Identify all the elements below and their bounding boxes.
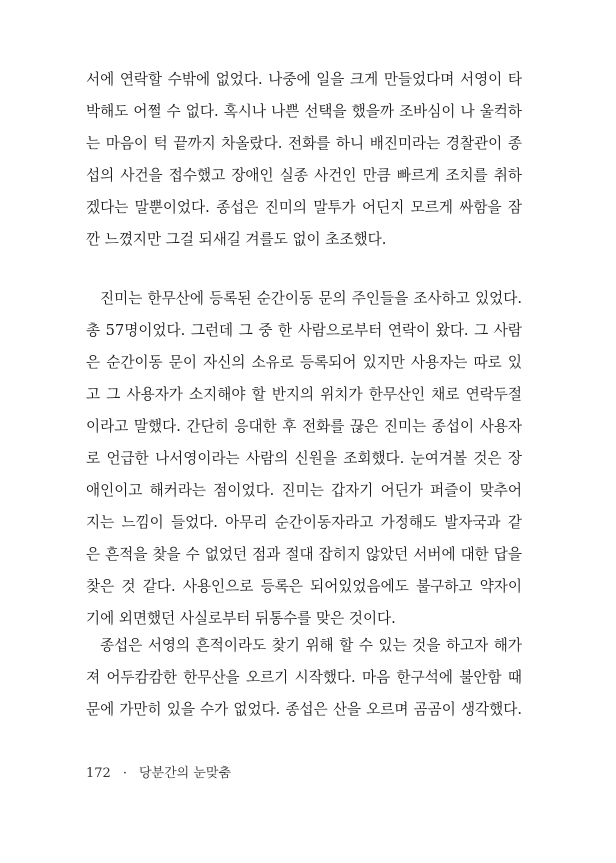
text-line: 찾은 것 같다. 사용인으로 등록은 되어있었음에도 불구하고 약자이	[86, 578, 522, 595]
text-line: 기에 외면했던 사실로부터 뒤통수를 맞은 것이다.	[86, 610, 396, 627]
text-line: 겠다는 말뿐이었다. 종섭은 진미의 말투가 어딘지 모르게 싸함을 잠	[86, 199, 522, 216]
footer-separator: ·	[122, 766, 127, 781]
paragraph-3	[86, 630, 522, 726]
paragraph-2	[86, 283, 522, 635]
text-line: 애인이고 해커라는 점이었다. 진미는 갑자기 어딘가 퍼즐이 맞추어	[86, 482, 522, 499]
text-line: 서에 연락할 수밖에 없었다. 나중에 일을 크게 만들었다며 서영이 타	[86, 71, 522, 88]
text-line: 로 언급한 나서영이라는 사람의 신원을 조회했다. 눈여겨볼 것은 장	[86, 450, 522, 467]
text-line: 는 마음이 턱 끝까지 차올랐다. 전화를 하니 배진미라는 경찰관이 종	[86, 135, 522, 152]
text-line: 깐 느꼈지만 그걸 되새길 겨를도 없이 초조했다.	[86, 231, 387, 248]
text-line: 종섭은 서영의 흔적이라도 찾기 위해 할 수 있는 것을 하고자 해가	[100, 637, 522, 654]
text-line: 총 57명이었다. 그런데 그 중 한 사람으로부터 연락이 왔다. 그 사람	[86, 322, 522, 339]
text-line: 고 그 사용자가 소지해야 할 반지의 위치가 한무산인 채로 연락두절	[86, 386, 522, 403]
text-line: 은 순간이동 문이 자신의 소유로 등록되어 있지만 사용자는 따로 있	[86, 354, 522, 371]
text-line: 진미는 한무산에 등록된 순간이동 문의 주인들을 조사하고 있었다.	[100, 290, 522, 307]
text-line: 져 어두캄캄한 한무산을 오르기 시작했다. 마음 한구석에 불안함 때	[86, 669, 522, 686]
text-line: 박해도 어쩔 수 없다. 혹시나 나쁜 선택을 했을까 조바심이 나 울컥하	[86, 103, 522, 120]
text-line: 섭의 사건을 접수했고 장애인 실종 사건인 만큼 빠르게 조치를 취하	[86, 167, 522, 184]
paragraph-1	[86, 64, 522, 256]
text-line: 은 흔적을 찾을 수 없었던 점과 절대 잡히지 않았던 서버에 대한 답을	[86, 546, 522, 563]
text-line: 문에 가만히 있을 수가 없었다. 종섭은 산을 오르며 곰곰이 생각했다.	[86, 701, 522, 718]
text-line: 이라고 말했다. 간단히 응대한 후 전화를 끊은 진미는 종섭이 사용자	[86, 418, 522, 435]
page-footer	[86, 764, 231, 784]
page-number: 172	[86, 766, 111, 781]
text-line: 지는 느낌이 들었다. 아무리 순간이동자라고 가정해도 발자국과 같	[86, 514, 522, 531]
book-title: 당분간의 눈맞춤	[138, 766, 232, 781]
